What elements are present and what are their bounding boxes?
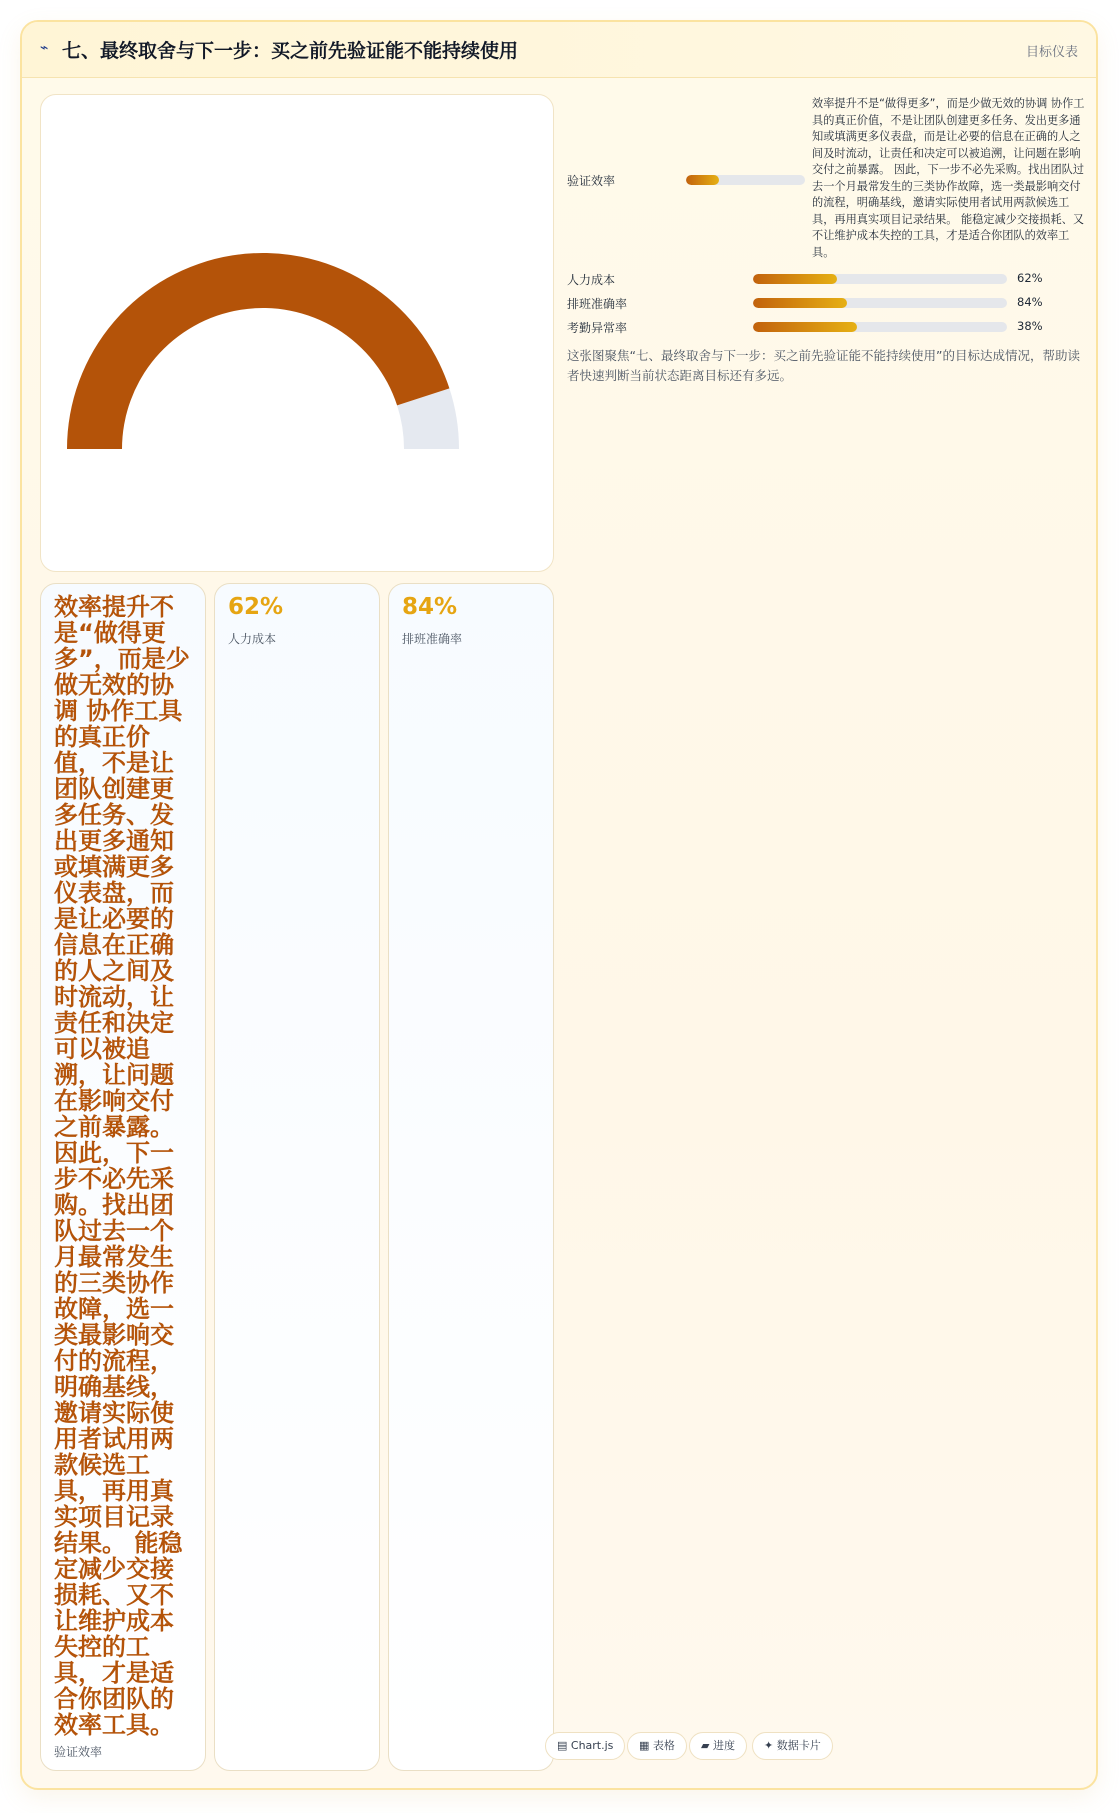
main-metric-row [567,94,1087,264]
gauge-panel [40,94,554,572]
metric-fill [753,298,847,308]
stat-card-label: 人力成本 [228,632,277,646]
metric-row [567,294,1087,312]
stat-card-text [40,583,206,1771]
metric-value: 38% [1017,319,1043,333]
metric-track [753,274,1007,284]
chevron-icon: ⌁ [40,40,49,56]
metric-track [753,322,1007,332]
chip-chart-js[interactable]: ▤ Chart.js [545,1732,625,1760]
chip-data-card[interactable]: ✦ 数据卡片 [752,1732,833,1760]
stat-card-label: 排班准确率 [402,632,463,646]
main-metric-label: 验证效率 [567,174,616,188]
stat-card [214,583,380,1771]
metric-label: 考勤异常率 [567,321,628,335]
main-metric-fill [686,175,719,185]
stat-card-value: 62% [228,594,284,620]
metric-row [567,270,1087,288]
main-metric-track [686,175,805,185]
main-metric-description: 效率提升不是“做得更多”，而是少做无效的协调 协作工具的真正价值，不是让团队创建更多任务、发出更多通知或填满更多仪表盘，而是让必要的信息在正确的人之间及时流动，让责任和决定可以被追溯，让问题在影响交付之前暴露。 因此，下一步不必先采购。找出团队过去一个月最常发生的三类协作故障，选一类最影响交付的流程，明确基线，邀请实际使用者试用两款候选工具，再用真实项目记录结果。 能稳定减少交接损耗、又不让维护成本失控的工具，才是适合你团队的效率工具。 [812,97,1085,259]
metric-label: 人力成本 [567,273,616,287]
metric-fill [753,322,857,332]
chart-type-tag: 目标仪表 [1025,45,1078,60]
metric-row [567,318,1087,336]
chip-table[interactable]: ▦ 表格 [627,1732,687,1760]
stat-card-value: 84% [402,594,458,620]
metric-value: 62% [1017,271,1043,285]
card-header [22,22,1096,78]
gauge-fill-arc [67,253,449,449]
gauge-chart [41,95,555,573]
stat-card-label: 验证效率 [54,1745,103,1759]
page-title: 七、最终取舍与下一步：买之前先验证能不能持续使用 [62,40,519,62]
chart-caption: 这张图聚焦“七、最终取舍与下一步：买之前先验证能不能持续使用”的目标达成情况，帮助读者快速判断当前状态距离目标还有多远。 [567,348,1080,383]
metric-value: 84% [1017,295,1043,309]
chip-progress[interactable]: ▰ 进度 [689,1732,747,1760]
stat-card [388,583,554,1771]
metric-fill [753,274,837,284]
metric-label: 排班准确率 [567,297,628,311]
dashboard-card [20,20,1098,1790]
stat-card-body: 效率提升不是“做得更多”，而是少做无效的协调 协作工具的真正价值，不是让团队创建更多任务、发出更多通知或填满更多仪表盘，而是让必要的信息在正确的人之间及时流动，让责任和决定可以被追溯，让问题在影响交付之前暴露。 因此，下一步不必先采购。找出团队过去一个月最常发生的三类协作故障，选一类最影响交付的流程，明确基线，邀请实际使用者试用两款候选工具，再用真实项目记录结果。 能稳定减少交接损耗、又不让维护成本失控的工具，才是适合你团队的效率工具。 [54,593,190,1739]
metric-track [753,298,1007,308]
